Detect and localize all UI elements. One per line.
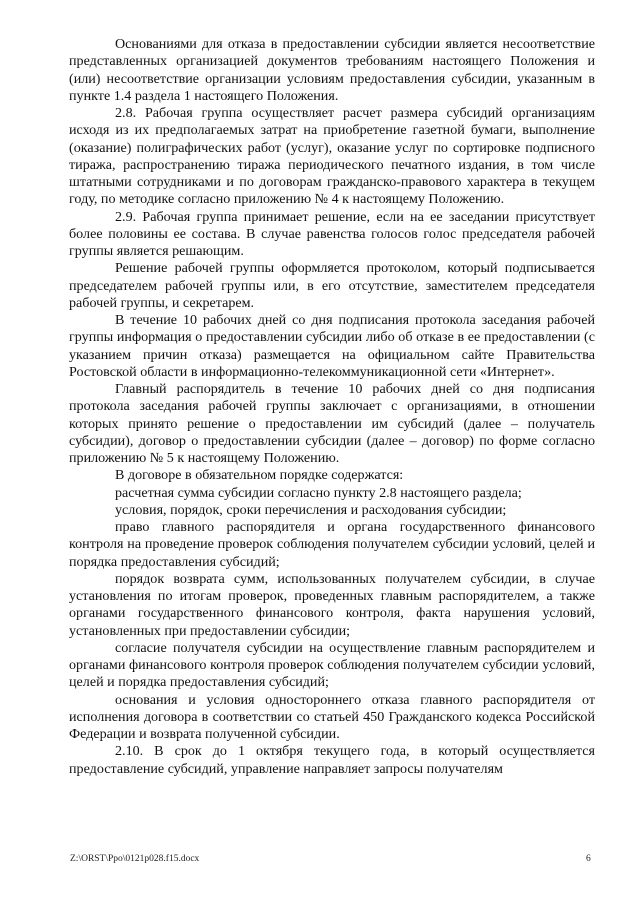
paragraph-refusal-grounds: Основаниями для отказа в предоставлении субсидии является несоответствие представленных организацией документов требованиям настоящего Положения и (или) несоответствие организации условиям предоставления субсидии, указанным в пункте 1.4 раздела 1 настоящего Положения. <box>69 36 595 104</box>
paragraph-information-publication: В течение 10 рабочих дней со дня подписания протокола заседания рабочей группы информация о предоставлении субсидии либо об отказе в ее предоставлении (с указанием причин отказа) размещается на официальном сайте Правительства Ростовской области в информационно-телекоммуникационной сети «Интернет». <box>69 312 595 380</box>
paragraph-2-10: 2.10. В срок до 1 октября текущего года, в который осуществляется предоставление субсидий, управление направляет запросы получателям <box>69 743 595 777</box>
paragraph-2-8: 2.8. Рабочая группа осуществляет расчет размера субсидий организациям исходя из их предполагаемых затрат на приобретение газетной бумаги, выполнение (оказание) полиграфических работ (услуг), оказание услуг по сортировке подписного тиража, распространению тиража периодического печатного издания, в том числе штатными сотрудниками и по договорам гражданско-правового характера в текущем году, по методике согласно приложению № 4 к настоящему Положению. <box>69 105 595 208</box>
list-item-inspection-consent: согласие получателя субсидии на осуществление главным распорядителем и органами финансового контроля проверок соблюдения получателем субсидии условий, целей и порядка предоставления субсидий; <box>69 639 595 691</box>
paragraph-contract-conclusion: Главный распорядитель в течение 10 рабочих дней со дня подписания протокола заседания рабочей группы заключает с организациями, в отношении которых принято решение о предоставлении им субсидий (далее – получатель субсидии), договор о предоставлении субсидии (далее – договор) по форме согласно приложению № 5 к настоящему Положению. <box>69 381 595 466</box>
paragraph-2-9: 2.9. Рабочая группа принимает решение, если на ее заседании присутствует более половины ее состава. В случае равенства голосов голос председателя рабочей группы является решающим. <box>69 208 595 259</box>
paragraph-decision-protocol: Решение рабочей группы оформляется протоколом, который подписывается председателем рабочей группы или, в его отсутствие, заместителем председателя рабочей группы, и секретарем. <box>69 260 595 311</box>
list-item-unilateral-refusal: основания и условия одностороннего отказа главного распорядителя от исполнения договора в соответствии со статьей 450 Гражданского кодекса Российской Федерации и возврата полученной субсидии. <box>69 691 595 742</box>
list-item-subsidy-amount: расчетная сумма субсидии согласно пункту 2.8 настоящего раздела; <box>115 484 522 501</box>
list-item-control-right: право главного распорядителя и органа государственного финансового контроля на проведение проверок соблюдения получателем субсидии условий, целей и порядка предоставления субсидий; <box>69 519 595 570</box>
footer-page-number: 6 <box>586 854 591 864</box>
list-item-transfer-terms: условия, порядок, сроки перечисления и расходования субсидии; <box>115 501 507 518</box>
document-body <box>69 36 595 778</box>
paragraph-contract-contents-intro: В договоре в обязательном порядке содержатся: <box>115 467 404 484</box>
list-item-refund-procedure: порядок возврата сумм, использованных получателем субсидии, в случае установления по итогам проверок, проведенных главным распорядителем, а также органами государственного финансового контроля, факта нарушения условий, установленных при предоставлении субсидии; <box>69 570 595 639</box>
footer-file-path: Z:\ORST\Ppo\0121p028.f15.docx <box>70 854 200 864</box>
